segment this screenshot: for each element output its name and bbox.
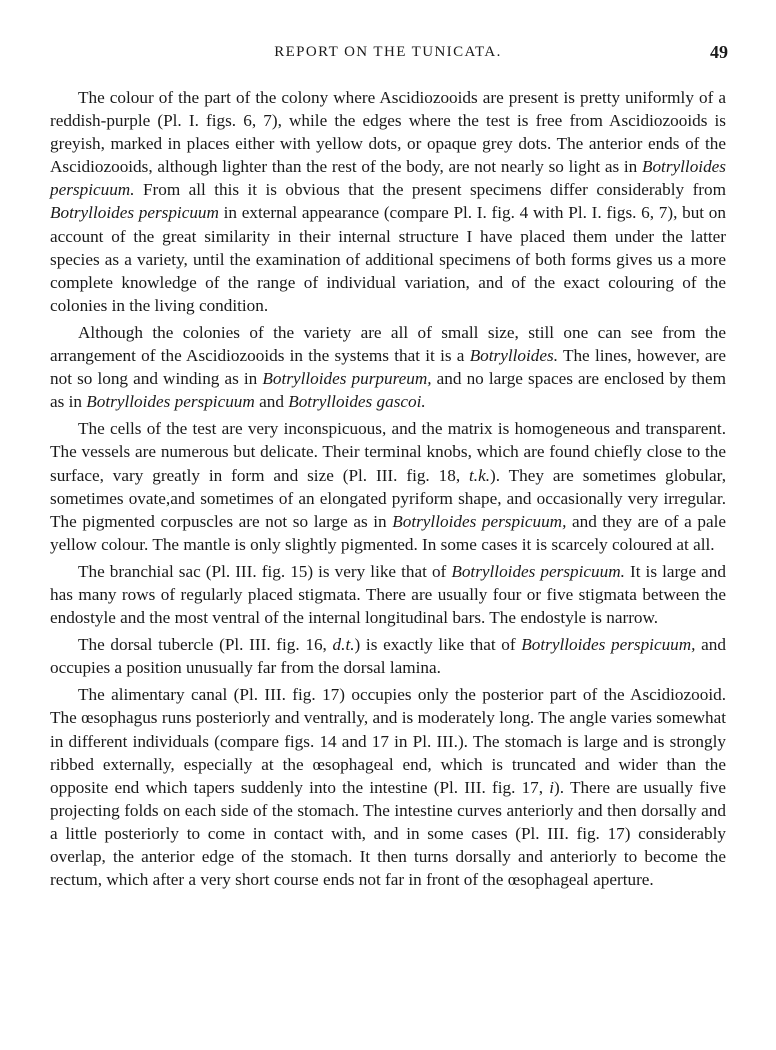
italic-run: Botrylloides perspicuum. (50, 157, 726, 200)
text-run: and no large spaces are enclosed by them as in (50, 369, 726, 412)
text-run: The branchial sac (Pl. III. fig. 15) is very like that of (78, 561, 452, 581)
body-text (50, 86, 726, 895)
paragraph-alimentary-canal (50, 683, 726, 891)
text-run: From all this it is obvious that the present specimens differ considerably from (134, 180, 726, 200)
paragraph-dorsal-tubercle (50, 633, 726, 679)
paragraph-colonies (50, 321, 726, 413)
italic-run: Botrylloides purpureum, (262, 369, 432, 389)
italic-run: Botrylloides perspicuum. (451, 561, 625, 581)
italic-run: Botrylloides gascoi. (288, 392, 426, 412)
paragraph-colour (50, 86, 726, 317)
text-run: and occupies a position unusually far from the dorsal lamina. (50, 635, 726, 678)
italic-run: Botrylloides perspicuum (50, 203, 219, 223)
paragraph-test-cells (50, 417, 726, 556)
text-run: in external appearance (compare Pl. I. fig. 4 with Pl. I. figs. 6, 7), but on account of the great similarity in their internal structure I have placed them under the latter species as a variety, until the examination of additional specimens of both forms gives us a more complete knowledge of the range of individual variation, and of the exact colouring of the colonies in the living condition. (50, 203, 726, 315)
running-title: REPORT ON THE TUNICATA. (274, 44, 502, 60)
text-run: The colour of the part of the colony where Ascidiozooids are present is pretty uniformly of a reddish-purple (Pl. I. figs. 6, 7), while the edges where the test is free from Ascidiozooids is greyish, marked in places either with yellow dots, or opaque grey dots. The anterior ends of the Ascidiozooids, although lighter than the rest of the body, are not nearly so light as in (50, 88, 726, 177)
text-run: and they are of a pale yellow colour. The mantle is only slightly pigmented. In some cases it is scarcely coloured at all. (50, 511, 726, 554)
italic-run: Botrylloides perspicuum, (521, 635, 696, 655)
italic-run: t.k. (469, 465, 491, 485)
text-run: It is large and has many rows of regularly placed stigmata. There are usually four or five stigmata between the endostyle and the most ventral of the internal longitudinal bars. The endostyle is narrow. (50, 561, 726, 628)
text-run: The lines, however, are not so long and winding as in (50, 346, 726, 389)
italic-run: i (549, 777, 555, 797)
text-run: The cells of the test are very inconspicuous, and the matrix is homogeneous and transparent. The vessels are numerous but delicate. Their terminal knobs, which are found chiefly close to the surface, vary greatly in form and size (Pl. III. fig. 18, (50, 419, 726, 485)
text-run: ) is exactly like that of (354, 635, 522, 655)
paragraph-branchial-sac (50, 560, 726, 629)
text-run: ). They are sometimes globular, sometimes ovate,and sometimes of an elongated pyriform shape, and occasionally very irregular. The pigmented corpuscles are not so large as in (50, 465, 726, 531)
text-run: The alimentary canal (Pl. III. fig. 17) occupies only the posterior part of the Ascidiozooid. The œsophagus runs posteriorly and ventrally, and is moderately long. The angle varies somewhat in different individuals (compare figs. 14 and 17 in Pl. III.). The stomach is large and is strongly ribbed externally, especially at the œsophageal end, which is truncated and wider than the opposite end which tapers suddenly into the intestine (Pl. III. fig. 17, (50, 685, 726, 797)
text-run: Although the colonies of the variety are all of small size, still one can see from the arrangement of the Ascidiozooids in the systems that it is a (50, 322, 726, 366)
italic-run: d.t. (332, 635, 355, 655)
text-run: and (254, 392, 289, 412)
italic-run: Botrylloides perspicuum, (392, 511, 567, 531)
text-run: The dorsal tubercle (Pl. III. fig. 16, (78, 635, 333, 655)
page-header (0, 42, 776, 66)
italic-run: Botrylloides. (469, 346, 559, 366)
italic-run: Botrylloides perspicuum (86, 392, 255, 412)
text-run: ). There are usually five projecting folds on each side of the stomach. The intestine curves anteriorly and then dorsally and a little posteriorly to come in contact with, and in some cases (Pl. III. fig. 17) considerably overlap, the anterior edge of the stomach. It then turns dorsally and anteriorly to become the rectum, which after a very short course ends not far in front of the œsophageal aperture. (50, 777, 726, 890)
page-number: 49 (710, 42, 728, 62)
